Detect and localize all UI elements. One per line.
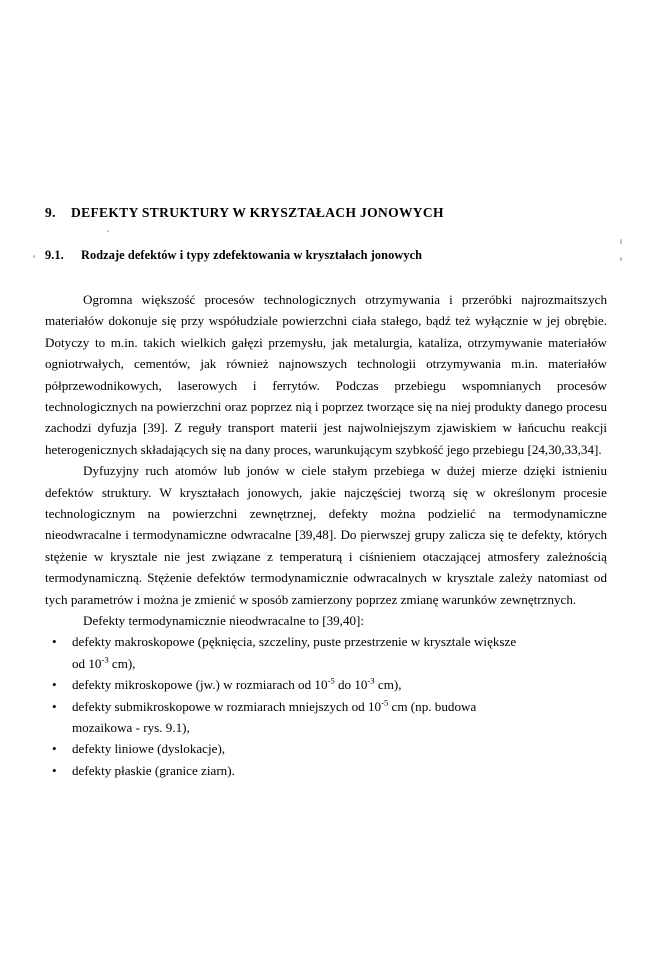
bullet-icon: • [52,741,57,757]
page-content [45,205,607,781]
scan-speckle [620,239,622,244]
list-item-plaskie [45,760,607,781]
list-item-text: defekty liniowe (dyslokacje), [72,741,226,757]
list-item-continuation: mozaikowa - rys. 9.1), [72,720,190,736]
list-item-continuation [72,653,607,674]
list-item-text: cm (np. budowa [388,698,477,714]
exponent: -3 [367,675,375,686]
bullet-icon: • [52,762,57,778]
list-item-text: od 10 [72,655,102,671]
list-item-makroskopowe [45,631,607,674]
section-title: Rodzaje defektów i typy zdefektowania w kryształach jonowych [81,248,423,263]
list-item-submikroskopowe [45,696,607,739]
bullet-icon: • [52,634,57,650]
chapter-title: DEFEKTY STRUKTURY W KRYSZTAŁACH JONOWYCH [71,205,444,220]
list-item-text: defekty płaskie (granice ziarn). [72,762,235,778]
list-item-text: cm), [374,677,402,693]
section-number: 9.1. [45,248,64,263]
scan-speckle [620,257,622,261]
defect-list [45,631,607,781]
list-item-mikroskopowe [45,674,607,695]
section-heading [45,248,607,263]
chapter-heading [45,205,607,221]
list-intro-text: Defekty termodynamicznie nieodwracalne to [39,40]: [83,613,365,629]
list-item-text: cm), [108,655,136,671]
bullet-icon: • [52,698,57,714]
scan-speckle [33,255,35,258]
list-item-text: defekty submikroskopowe w rozmiarach mniejszych od 10 [72,698,382,714]
chapter-number: 9. [45,205,56,220]
list-item-text: do 10 [334,677,368,693]
paragraph-defect-types: Dyfuzyjny ruch atomów lub jonów w ciele stałym przebiega w dużej mierze dzięki istnieniu defektów struktury. W kryształach jonowych, jakie najczęściej tworzą się w określonym procesie technologicznym na powierzchni zewnętrznej, defekty można podzielić na termodynamiczne nieodwracalne i termodynamiczne odwracalne [39,48]. Do pierwszej grupy zalicza się te defekty, których stężenie w krysztale nie jest związane z temperaturą i ciśnieniem otaczającej atmosfery zależnością termodynamiczną. Stężenie defektów termodynamicznie odwracalnych w krysztale zależy natomiast od tych parametrów i można je zmienić w sposób zamierzony poprzez zmianę warunków zewnętrznych. [45,463,607,607]
list-item-text: defekty mikroskopowe (jw.) w rozmiarach od 10 [72,677,328,693]
exponent: -3 [101,654,109,665]
list-item-liniowe [45,738,607,759]
exponent: -5 [327,675,335,686]
list-item-line: defekty makroskopowe (pęknięcia, szczeliny, puste przestrzenie w krysztale większe [72,634,517,650]
exponent: -5 [381,697,389,708]
bullet-icon: • [52,677,57,693]
paragraph-intro: Ogromna większość procesów technologicznych otrzymywania i przeróbki najrozmaitszych materiałów dokonuje się przy współudziale powierzchni ciała stałego, bądź też wyłącznie w jej obrębie. Dotyczy to m.in. takich wielkich gałęzi przemysłu, jak metalurgia, kataliza, otrzymywanie materiałów ogniotrwałych, cementów, jak również najnowszych technologii otrzymywania m.in. materiałów półprzewodnikowych, laserowych i ferrytów. Podczas przebiegu wspomnianych procesów technologicznych na powierzchni oraz poprzez nią i poprzez tworzące się na niej produkty danego procesu zachodzi dyfuzja [39]. Z reguły transport materii jest najwolniejszym zjawiskiem w łańcuchu reakcji heterogenicznych składających się na dany proces, warunkującym szybkość jego przebiegu [24,30,33,34]. [45,291,607,457]
